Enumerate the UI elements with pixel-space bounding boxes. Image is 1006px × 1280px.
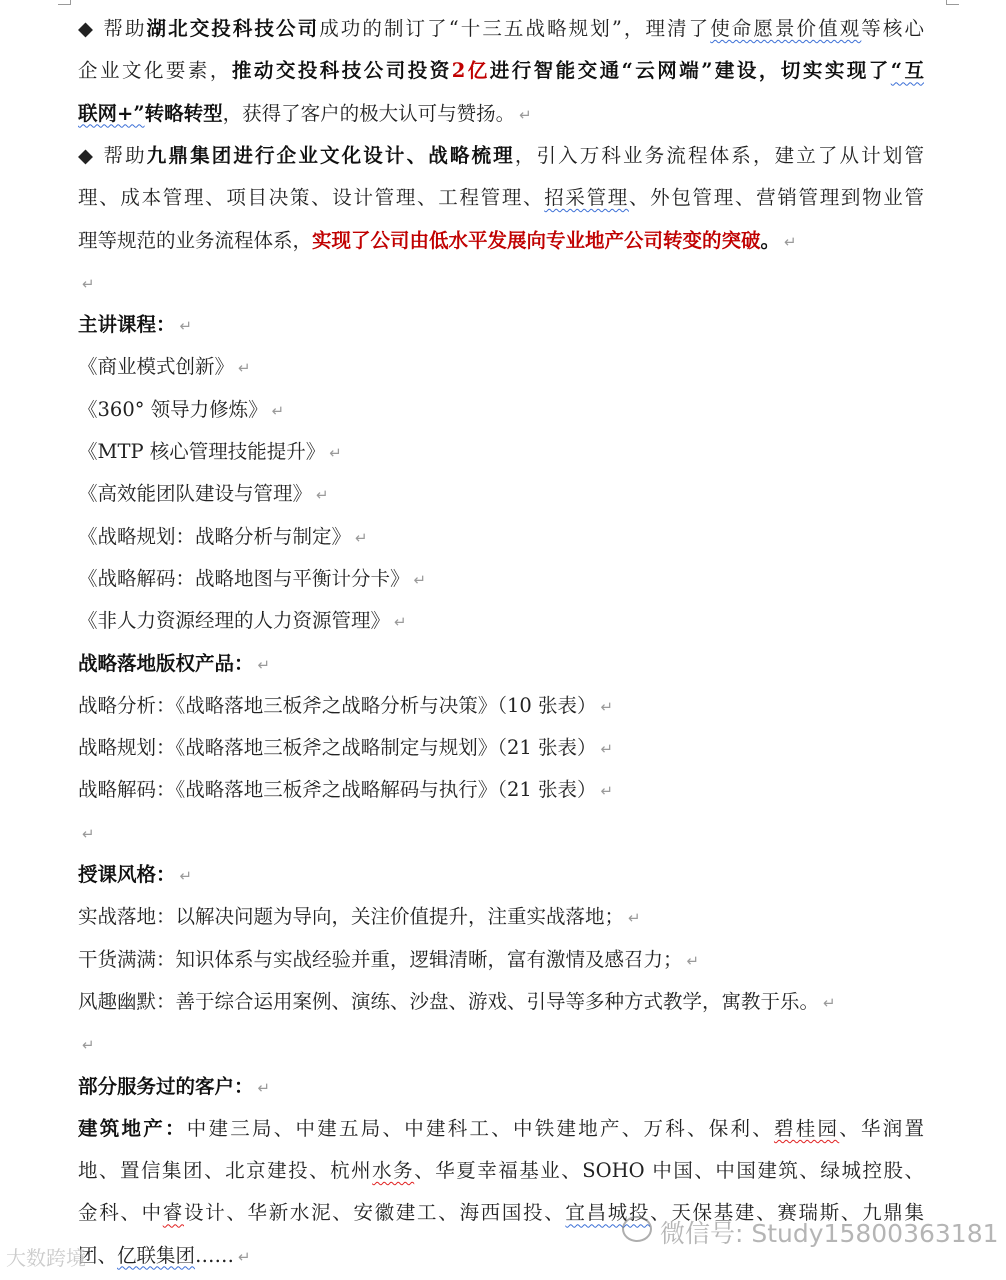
text-run: “互: [890, 59, 924, 83]
paragraph-mark-icon: ↵: [238, 1247, 251, 1266]
text-run: 。: [760, 228, 781, 252]
paragraph-mark-icon: ↵: [784, 232, 797, 251]
text-run: ◆ 帮助: [78, 17, 147, 40]
paragraph-line: [78, 558, 924, 600]
text-run: 风趣幽默：善于综合运用案例、演练、沙盘、游戏、引导等多种方式教学，寓教于乐。: [78, 989, 820, 1013]
text-run: 理等规范的业务流程体系，: [78, 228, 313, 252]
paragraph-mark-icon: ↵: [257, 655, 271, 674]
paragraph-mark-icon: ↵: [355, 528, 368, 547]
paragraph-line: [78, 1066, 924, 1108]
paragraph-line: [78, 981, 924, 1023]
paragraph-line: [78, 346, 924, 388]
text-run: ……: [195, 1243, 235, 1267]
text-run: 、华夏幸福基业、SOHO 中国、中国建筑、绿城控股、: [414, 1159, 924, 1183]
paragraph-mark-icon: ↵: [82, 274, 95, 293]
text-run: 理、成本管理、项目决策、设计管理、工程管理、: [78, 186, 545, 210]
text-run: 进行智能交通“云网端”建设，切实实现了: [489, 59, 891, 83]
text-run: 战略落地版权产品：: [78, 651, 254, 675]
paragraph-mark-icon: ↵: [179, 317, 193, 336]
paragraph-mark-icon: ↵: [329, 444, 342, 462]
text-run: 战略解码：《战略落地三板斧之战略解码与执行》（21 张表）: [78, 778, 597, 802]
paragraph-line: [78, 50, 924, 92]
paragraph-line: [78, 600, 924, 642]
paragraph-line: [78, 389, 924, 431]
text-run: 水务: [372, 1159, 415, 1183]
paragraph-line: [78, 135, 924, 177]
text-run: 《360° 领导力修炼》: [78, 397, 268, 421]
paragraph-line: [78, 473, 924, 515]
paragraph-line: [78, 1023, 924, 1065]
text-run: 亿联集团: [117, 1243, 196, 1267]
paragraph-line: [78, 854, 924, 896]
paragraph-mark-icon: ↵: [823, 993, 836, 1012]
text-run: 宜昌城投: [565, 1201, 651, 1225]
text-run: 干货满满：知识体系与实战经验并重，逻辑清晰，富有激情及感召力；: [78, 947, 683, 971]
paragraph-mark-icon: ↵: [686, 951, 700, 970]
text-run: 战略规划：《战略落地三板斧之战略制定与规划》（21 张表）: [78, 736, 597, 760]
paragraph-line: [78, 685, 924, 727]
text-run: 睿: [162, 1201, 184, 1225]
text-run: 授课风格：: [78, 863, 176, 886]
paragraph-line: [78, 896, 924, 938]
paragraph-line: [78, 1108, 924, 1150]
paragraph-mark-icon: ↵: [271, 401, 285, 420]
wechat-icon: [622, 1216, 652, 1242]
paragraph-mark-icon: ↵: [600, 782, 614, 801]
watermark-brand: 大数跨境: [6, 1246, 86, 1270]
text-run: 、外包管理、营销管理到物业管: [628, 186, 924, 210]
text-run: 转略转型: [144, 101, 223, 125]
paragraph-mark-icon: ↵: [600, 697, 614, 716]
paragraph-line: [78, 304, 924, 346]
paragraph-mark-icon: ↵: [316, 486, 329, 505]
paragraph-line: [78, 643, 924, 685]
paragraph-line: [78, 812, 924, 854]
paragraph-line: [78, 431, 924, 473]
paragraph-line: [78, 939, 924, 981]
paragraph-line: [78, 727, 924, 769]
page-corner-mark-right: [946, 0, 959, 5]
text-run: 《非人力资源经理的人力资源管理》: [78, 609, 391, 633]
text-run: 《商业模式创新》: [78, 355, 235, 379]
text-run: ，引入万科业务流程体系，建立了从计划管: [514, 143, 924, 167]
paragraph-mark-icon: ↵: [238, 359, 251, 378]
paragraph-mark-icon: ↵: [179, 867, 193, 885]
text-run: 碧桂园: [773, 1116, 840, 1140]
text-run: ◆ 帮助: [78, 143, 147, 167]
text-run: 2亿: [451, 59, 490, 83]
text-run: 九鼎集团进行企业文化设计、战略梳理: [146, 143, 515, 167]
text-run: ，获得了客户的极大认可与赞扬。: [222, 101, 516, 125]
text-run: 战略分析：《战略落地三板斧之战略分析与决策》（10 张表）: [78, 693, 597, 717]
text-run: 地、置信集团、北京建投、杭州: [78, 1159, 373, 1183]
paragraph-line: [78, 769, 924, 811]
text-run: 成功的制订了“十三五战略规划”，理清了: [319, 17, 711, 40]
text-run: 联网+”: [78, 101, 145, 125]
paragraph-mark-icon: ↵: [600, 740, 614, 759]
paragraph-mark-icon: ↵: [413, 570, 427, 589]
text-run: 湖北交投科技公司: [146, 17, 320, 40]
paragraph-mark-icon: ↵: [257, 1078, 271, 1097]
paragraph-mark-icon: ↵: [519, 105, 532, 124]
paragraph-mark-icon: ↵: [628, 909, 641, 928]
paragraph-mark-icon: ↵: [82, 824, 95, 843]
paragraph-line: [78, 177, 924, 219]
text-run: 部分服务过的客户：: [78, 1074, 254, 1098]
text-run: 主讲课程：: [78, 313, 176, 337]
text-run: 实战落地：以解决问题为导向，关注价值提升，注重实战落地；: [78, 905, 625, 929]
text-run: 、天保基建、赛瑞斯、九鼎集: [650, 1201, 924, 1225]
text-run: 中建三局、中建五局、中建科工、中铁建地产、万科、保利、: [186, 1116, 774, 1140]
paragraph-line: [78, 1150, 924, 1192]
text-run: 《战略规划：战略分析与制定》: [78, 524, 352, 548]
paragraph-line: [78, 516, 924, 558]
watermark-wechat-id: 微信号: Study15800363181: [660, 1219, 999, 1248]
text-run: 实现了公司由低水平发展向专业地产公司转变的突破: [312, 228, 761, 252]
paragraph-line: [78, 93, 924, 135]
paragraph-line: [78, 8, 924, 50]
text-run: 《战略解码：战略地图与平衡计分卡》: [78, 566, 410, 590]
text-run: 、华润置: [839, 1116, 924, 1140]
text-run: 推动交投科技公司投资: [231, 59, 452, 83]
text-run: 使命愿景价值观: [710, 17, 862, 40]
text-run: 团、: [78, 1243, 118, 1267]
text-run: 等核心: [861, 17, 924, 40]
text-run: 《MTP 核心管理技能提升》: [78, 440, 326, 463]
paragraph-line: [78, 220, 924, 262]
text-run: 招采管理: [544, 186, 629, 210]
text-run: 设计、华新水泥、安徽建工、海西国投、: [183, 1201, 566, 1225]
text-run: 建筑地产：: [78, 1116, 187, 1140]
paragraph-mark-icon: ↵: [394, 613, 407, 632]
paragraph-mark-icon: ↵: [82, 1036, 95, 1055]
text-run: 企业文化要素，: [78, 59, 232, 83]
page-corner-mark-left: [58, 0, 71, 5]
paragraph-line: [78, 262, 924, 304]
text-run: 金科、中: [78, 1201, 163, 1225]
text-run: 《高效能团队建设与管理》: [78, 482, 313, 506]
